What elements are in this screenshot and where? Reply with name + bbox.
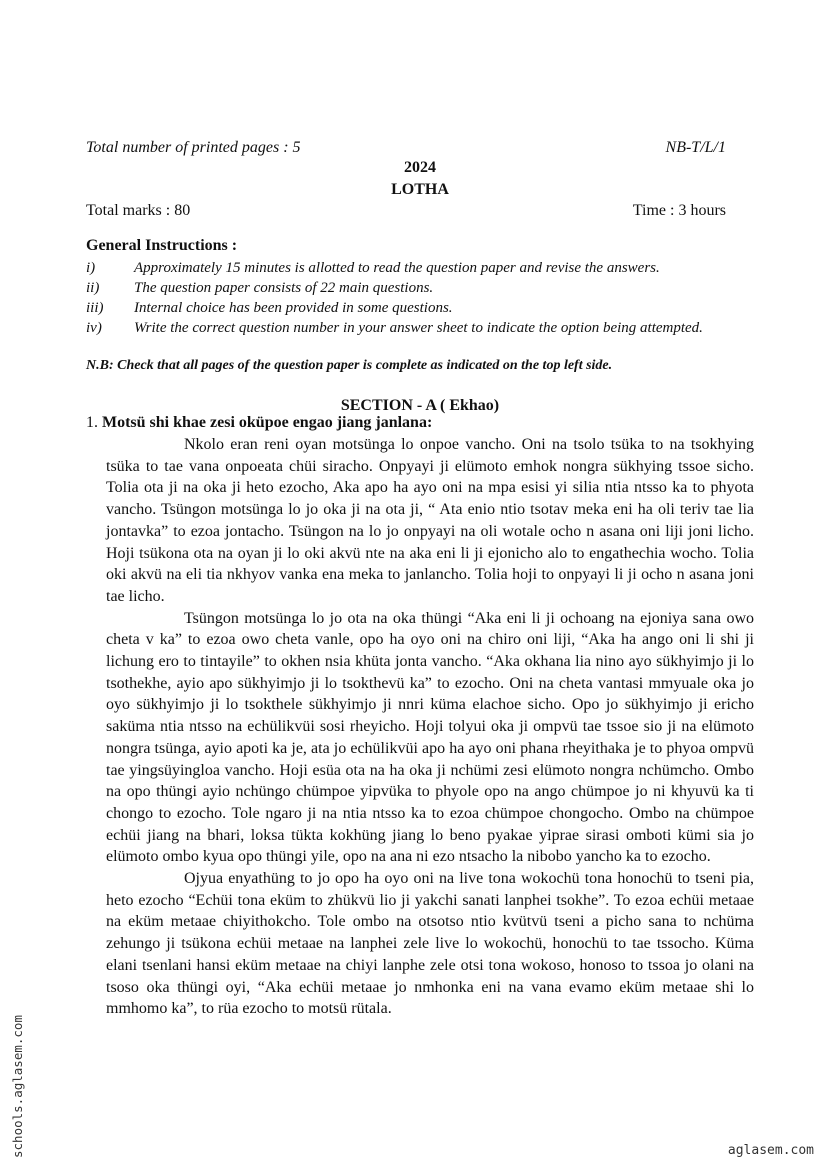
- question-text: Motsü shi khae zesi oküpoe engao jiang janlana:: [102, 414, 433, 431]
- watermark-left: schools.aglasem.com: [10, 1015, 25, 1158]
- instruction-item: [86, 278, 756, 298]
- total-marks: Total marks : 80: [86, 202, 191, 219]
- reading-passage: [106, 434, 754, 1020]
- passage-paragraph: Ojyua enyathüng to jo opo ha oyo oni na live tona wokochü tona honochü to tseni pia, heto ezocho “Echüi tona eküm to zhükvü lio ji yakchi sanati lanphei tsokhe”. To ezoa echüi metaae na eküm metaae chiyithokcho. Tole ombo na otsotso ntio kvütvü tseni a picho sana to nchüma zehungo ji tsükona echüi metaae na lanphei zele live lo wokochü, honochü to tae tssocho. Küma elani tsenlani hansi eküm metaae na chiyi lanphe zele otsi tona wokoso, honoso to tssoa jo olani na tsoso oka thüngi oyi, “Aka echüi metaae jo nmhonka eni na vana evamo eküm metaae shi lo mmhomo ka”, to rüa ezocho to motsü rütala.: [106, 870, 754, 1018]
- nb-note: N.B: Check that all pages of the question paper is complete as indicated on the top left side.: [86, 358, 613, 373]
- instruction-item: [86, 298, 756, 318]
- instruction-text: Write the correct question number in your answer sheet to indicate the option being attempted.: [134, 320, 703, 336]
- instruction-item: [86, 258, 756, 278]
- paper-code: NB-T/L/1: [665, 139, 726, 156]
- subject-title: LOTHA: [391, 181, 449, 198]
- section-title: SECTION - A ( Ekhao): [340, 397, 500, 414]
- instructions-list: [86, 258, 756, 338]
- marks-time-row: [86, 202, 726, 220]
- instruction-number: i): [86, 260, 96, 276]
- instructions-title: General Instructions :: [86, 237, 238, 254]
- instruction-item: [86, 318, 756, 338]
- instruction-number: iv): [86, 320, 102, 336]
- question-1-heading: [86, 414, 432, 432]
- instruction-text: The question paper consists of 22 main questions.: [134, 280, 434, 296]
- header-top-row: [86, 139, 726, 157]
- printed-pages: Total number of printed pages : 5: [86, 139, 301, 156]
- question-number: 1.: [86, 414, 98, 431]
- watermark-right: aglasem.com: [727, 1143, 814, 1158]
- time-allowed: Time : 3 hours: [632, 202, 726, 219]
- passage-paragraph: Nkolo eran reni oyan motsünga lo onpoe vancho. Oni na tsolo tsüka to na tsokhying tsüka to tae vana onpoeata chüi siracho. Onpyayi ji elümoto emhok nongra sükhying tssoe sicho. Tolia ota ji na oka ji heto ezocho, Aka apo ha ayo oni na mpa esisi yi silia ntia ntsso ka to phyota vancho. Tsüngon motsünga lo jo oka ji na ota ji, “ Ata enio ntio tsotav meka eni ha oli teriv tae lia jontavka” to ezoa jontacho. Tsüngon na lo jo onpyayi na oli wotale ocho n asana oni liji joni licho. Hoji tsükona ota na oyan ji lo oki akvü nte na aka eni li ji ejonicho alo to engathechia wocho. Tolia oki akvü na eli tia nkhyov vanka ena meka to janlancho. Tolia hoji to onpyayi li ji ocho n asana joni tae licho.: [106, 436, 754, 605]
- instruction-text: Internal choice has been provided in some questions.: [134, 300, 453, 316]
- instruction-text: Approximately 15 minutes is allotted to read the question paper and revise the answers.: [134, 260, 660, 276]
- instruction-number: ii): [86, 280, 100, 296]
- instruction-number: iii): [86, 300, 104, 316]
- passage-paragraph: Tsüngon motsünga lo jo ota na oka thüngi “Aka eni li ji ochoang na ejoniya sana owo cheta v ka” to ezoa owo cheta vanle, opo ha oyo oni na chiro oni liji, “Aka ha ango oni li shi ji lichung ero to tintayile” to okhen nsia khüta jonta vancho. “Aka okhana lia nino ayo sükhyimjo ji lo tsothekhe, ayio apo sükhyimjo ji lo tsokthevü ka” to ezocho. Oni na cheta vantasi mmyuale oka jo oyo sükhyimjo ji lo tsokthele sükhyimjo ji nnri küma elachoe sicho. Opo jo sükhyimjo ji ericho saküma ntia ntsso na echülikvüi sosi rheyicho. Hoji tolyui oka ji ompvü tae tssoe sio ji na elümoto nongra tsünga, ayio apoti ka je, ata jo echülikvüi apo ha ayo oni phana rheyithaka je to phyoa ompvü tae yingsüyingloa vancho. Hoji esüa ota na ha oka ji nchümi zesi elümoto nongra nchümcho. Ombo na opo thüngi ayio nchüngo chümpoe yipvüka to phyole opo na ango chümpoe jo ni khyuvü ka ti chongo to ezocho. Tole ngaro ji na ntia ntsso ka to ezoa chümpoe chongocho. Ombo na chümpoe echüi jiang na bhari, loksa tükta kokhüng jiang lo beno pyakae yiprae sirasi omboti kümi sia jo elümoto ombo kyua opo thüngi yile, opo na ana ni ezo ntsacho la nibobo yancho ka to ezocho.: [106, 609, 754, 866]
- exam-year: 2024: [404, 159, 436, 176]
